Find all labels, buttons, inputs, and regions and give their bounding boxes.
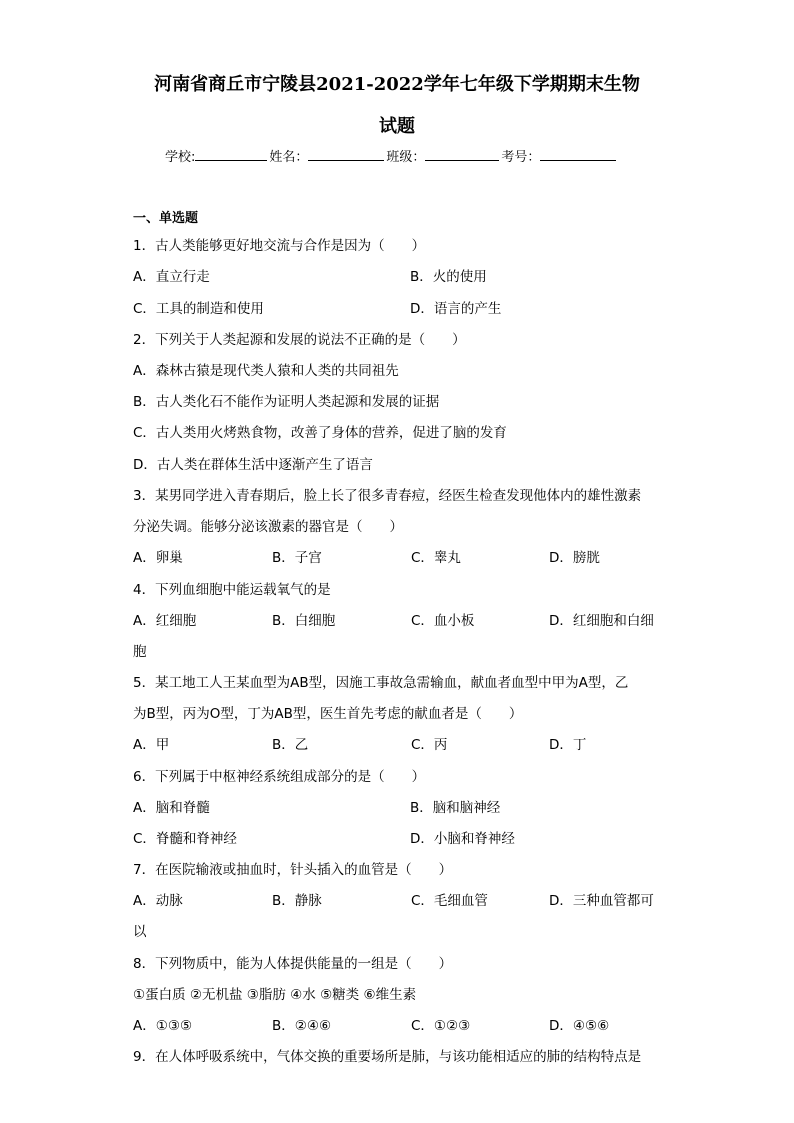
name-label: 姓名： [269,150,309,165]
question-4-option-a[interactable]: A．红细胞 [133,613,197,629]
question-6-option-b[interactable]: B．脑和脑神经 [410,800,501,816]
question-8-option-a[interactable]: A．①③⑤ [133,1018,193,1034]
question-9-stem: 9．在人体呼吸系统中，气体交换的重要场所是肺，与该功能相适应的肺的结构特点是 [133,1049,642,1065]
question-5-stem-line-1: 5．某工地工人王某血型为AB型，因施工事故急需输血，献血者血型中甲为A型，乙 [133,675,629,691]
question-1-option-b[interactable]: B．火的使用 [410,269,487,285]
question-7-option-c[interactable]: C．毛细血管 [411,893,488,909]
question-6-option-d[interactable]: D．小脑和脊神经 [410,831,515,847]
question-3-stem-line-2: 分泌失调。能够分泌该激素的器官是（ ） [133,519,403,535]
class-blank[interactable] [425,148,499,161]
question-4-stem: 4．下列血细胞中能运载氧气的是 [133,582,331,598]
question-8-option-b[interactable]: B．②④⑥ [272,1018,332,1034]
question-1-stem: 1．古人类能够更好地交流与合作是因为（ ） [133,238,426,254]
question-8-option-d[interactable]: D．④⑤⑥ [549,1018,610,1034]
question-3-option-d[interactable]: D．膀胱 [549,550,600,566]
name-blank[interactable] [308,148,384,161]
question-1-option-a[interactable]: A．直立行走 [133,269,210,285]
question-7-option-d[interactable]: D．三种血管都可 [549,893,654,909]
question-2-option-a[interactable]: A．森林古猿是现代类人猿和人类的共同祖先 [133,363,399,379]
question-3-option-b[interactable]: B．子宫 [272,550,322,566]
question-5-option-a[interactable]: A．甲 [133,737,170,753]
question-2-option-d[interactable]: D．古人类在群体生活中逐渐产生了语言 [133,457,373,473]
question-5-option-d[interactable]: D．丁 [549,737,587,753]
question-2-option-c[interactable]: C．古人类用火烤熟食物，改善了身体的营养，促进了脑的发育 [133,425,507,441]
question-1-option-c[interactable]: C．工具的制造和使用 [133,301,264,317]
question-3-stem-line-1: 3．某男同学进入青春期后，脸上长了很多青春痘，经医生检查发现他体内的雄性激素 [133,488,642,504]
question-3-option-a[interactable]: A．卵巢 [133,550,183,566]
question-6-option-c[interactable]: C．脊髓和脊神经 [133,831,237,847]
question-7-option-b[interactable]: B．静脉 [272,893,322,909]
question-2-option-b[interactable]: B．古人类化石不能作为证明人类起源和发展的证据 [133,394,440,410]
question-5-option-c[interactable]: C．丙 [411,737,448,753]
school-label: 学校: [165,150,196,165]
school-blank[interactable] [195,148,267,161]
question-1-option-d[interactable]: D．语言的产生 [410,301,502,317]
question-4-option-d-wrap: 胞 [133,644,147,660]
exam-title-line-2: 试题 [379,116,415,137]
question-5-stem-line-2: 为B型，丙为O型，丁为AB型，医生首先考虑的献血者是（ ） [133,706,523,722]
class-label: 班级： [386,150,426,165]
question-6-option-a[interactable]: A．脑和脊髓 [133,800,210,816]
question-4-option-c[interactable]: C．血小板 [411,613,475,629]
question-8-items: ①蛋白质 ②无机盐 ③脂肪 ④水 ⑤糖类 ⑥维生素 [133,987,417,1003]
number-blank[interactable] [540,148,616,161]
question-8-option-c[interactable]: C．①②③ [411,1018,471,1034]
question-7-stem: 7．在医院输液或抽血时，针头插入的血管是（ ） [133,862,453,878]
question-7-option-d-wrap: 以 [133,924,147,940]
question-6-stem: 6．下列属于中枢神经系统组成部分的是（ ） [133,769,426,785]
question-7-option-a[interactable]: A．动脉 [133,893,183,909]
question-4-option-d[interactable]: D．红细胞和白细 [549,613,654,629]
question-8-stem: 8．下列物质中，能为人体提供能量的一组是（ ） [133,956,453,972]
exam-title-line-1: 河南省商丘市宁陵县2021-2022学年七年级下学期期末生物 [154,74,640,95]
number-label: 考号： [501,150,541,165]
question-2-stem: 2．下列关于人类起源和发展的说法不正确的是（ ） [133,332,466,348]
student-info-row [165,146,618,165]
section-heading: 一、单选题 [133,211,199,226]
question-4-option-b[interactable]: B．白细胞 [272,613,336,629]
question-5-option-b[interactable]: B．乙 [272,737,309,753]
question-3-option-c[interactable]: C．睾丸 [411,550,461,566]
